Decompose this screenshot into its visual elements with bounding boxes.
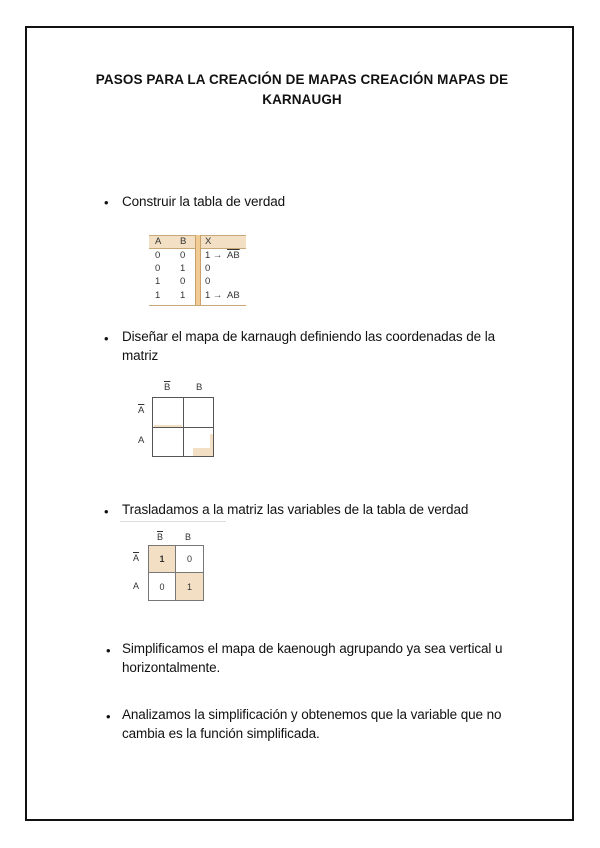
truth-table-cell: 0 <box>180 250 186 261</box>
kmap-shading <box>210 434 213 456</box>
truth-table-term: $\overline{AB}$ <box>227 250 240 261</box>
kmap-col-label: $\overline{B}$ <box>157 532 164 542</box>
truth-table-separator <box>195 235 201 305</box>
kmap-row-label: A <box>138 435 145 446</box>
truth-table <box>149 234 246 307</box>
kmap-grid <box>148 545 204 601</box>
step-1-text: Construir la tabla de verdad <box>122 194 286 209</box>
page-title: PASOS PARA LA CREACIÓN DE MAPAS CREACIÓN MAPAS DE KARNAUGH <box>95 72 509 107</box>
truth-table-cell: 0 <box>155 263 161 274</box>
step-4-text: Simplificamos el mapa de kaenough agrupando ya sea vertical u horizontalmente. <box>122 641 503 675</box>
bullet-marker: • <box>104 504 109 519</box>
truth-table-cell: 1 <box>155 276 161 287</box>
kmap-cell: 0 <box>176 546 203 573</box>
truth-table-bottom-rule <box>149 305 246 306</box>
kmap-row-label: $\overline{A}$ <box>138 405 145 416</box>
truth-table-cell: 1 <box>180 263 186 274</box>
bullet-marker: • <box>106 709 111 724</box>
truth-table-cell: 1 → <box>205 250 223 261</box>
truth-table-header-x: X <box>205 236 212 247</box>
kmap-col-label: B <box>196 382 203 393</box>
kmap-row-label: A <box>133 581 140 591</box>
kmap-cell: 0 <box>149 573 176 600</box>
kmap-col-label: B <box>185 532 192 542</box>
page-border <box>25 26 574 821</box>
truth-table-cell: 0 <box>205 276 211 287</box>
truth-table-cell: 1 <box>180 290 186 301</box>
truth-table-cell: 1 <box>155 290 161 301</box>
kmap-row-label: $\overline{A}$ <box>133 553 140 563</box>
kmap-col-label: $\overline{B}$ <box>164 382 171 393</box>
truth-table-cell: 0 <box>205 263 211 274</box>
kmap-empty <box>122 380 232 462</box>
kmap-grid <box>152 397 214 457</box>
step-3-text: Trasladamos a la matriz las variables de la tabla de verdad <box>122 502 469 517</box>
kmap-cell: 1 <box>149 546 176 573</box>
truth-table-term: AB <box>227 290 240 301</box>
kmap-divider <box>153 427 213 428</box>
truth-table-cell: 0 <box>180 276 186 287</box>
bullet-marker: • <box>104 331 109 346</box>
bullet-marker: • <box>104 195 109 210</box>
kmap-top-rule <box>120 521 226 522</box>
truth-table-cell: 0 <box>155 250 161 261</box>
truth-table-header-b: B <box>180 236 187 247</box>
truth-table-header-a: A <box>155 236 162 247</box>
kmap-cell: 1 <box>176 573 203 600</box>
step-5-text: Analizamos la simplificación y obtenemos que la variable que no cambia es la función simplificada. <box>122 707 502 741</box>
step-2-text: Diseñar el mapa de karnaugh definiendo las coordenadas de la matriz <box>122 329 496 363</box>
bullet-marker: • <box>106 643 111 658</box>
kmap-filled <box>126 531 236 607</box>
truth-table-cell: 1 → <box>205 290 223 301</box>
